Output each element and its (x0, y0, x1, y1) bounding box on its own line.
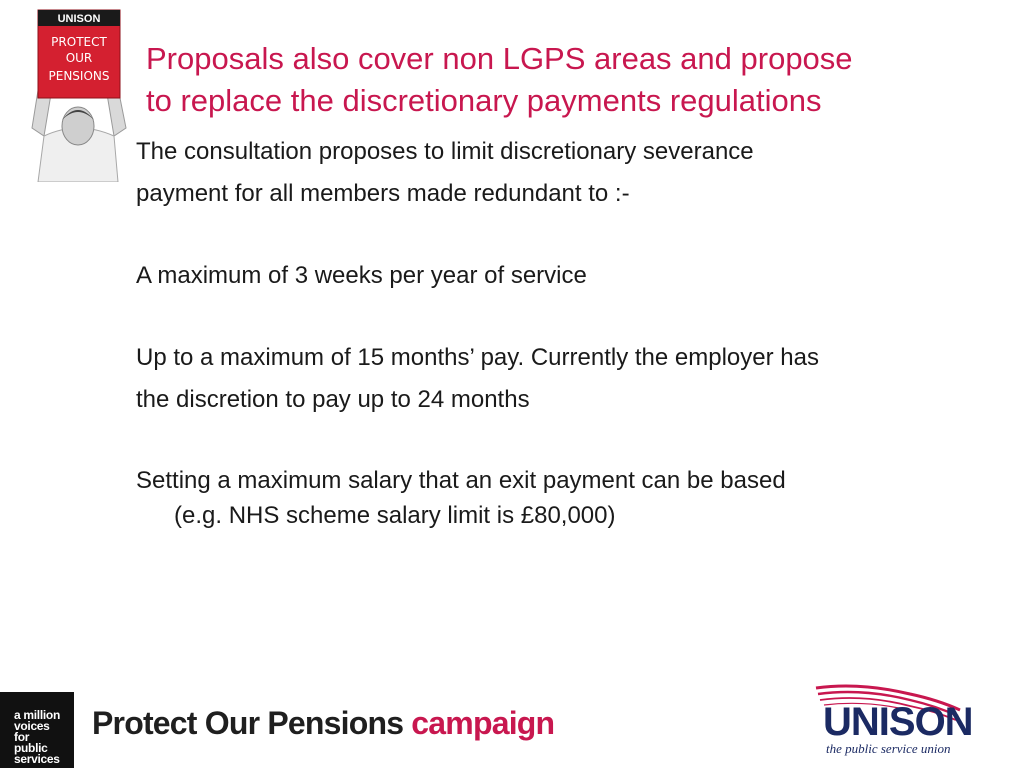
title-line-1: Proposals also cover non LGPS areas and propose (146, 41, 853, 76)
placard-line-2: OUR (65, 51, 93, 65)
title-line-2: to replace the discretionary payments regulations (146, 83, 822, 118)
campaign-banner (92, 705, 554, 742)
body-line-3: A maximum of 3 weeks per year of service (136, 262, 587, 289)
body-line-5: the discretion to pay up to 24 months (136, 386, 530, 413)
campaign-main: Protect Our Pensions (92, 705, 404, 741)
million-line-1: a million (14, 708, 60, 722)
placard-line-1: PROTECT (51, 35, 107, 49)
million-voices-text (14, 710, 74, 765)
placard-line-3: PENSIONS (48, 69, 110, 83)
million-line-4: public (14, 741, 48, 755)
million-line-5: services (14, 752, 60, 766)
placard-brand: UNISON (57, 13, 101, 25)
body-line-2: payment for all members made redundant to :- (136, 180, 630, 207)
unison-logo-text: UNISON (823, 700, 973, 744)
million-line-2: voices (14, 719, 50, 733)
body-line-1: The consultation proposes to limit discretionary severance (136, 138, 754, 165)
protest-photo (22, 8, 134, 182)
slide-title (146, 38, 986, 122)
unison-tagline: the public service union (826, 741, 951, 756)
body-line-4: Up to a maximum of 15 months’ pay. Currently the employer has (136, 344, 819, 371)
body-line-6: Setting a maximum salary that an exit payment can be based (136, 467, 786, 494)
million-line-3: for (14, 730, 30, 744)
body-line-7: (e.g. NHS scheme salary limit is £80,000) (174, 502, 616, 529)
campaign-accent: campaign (411, 705, 555, 741)
